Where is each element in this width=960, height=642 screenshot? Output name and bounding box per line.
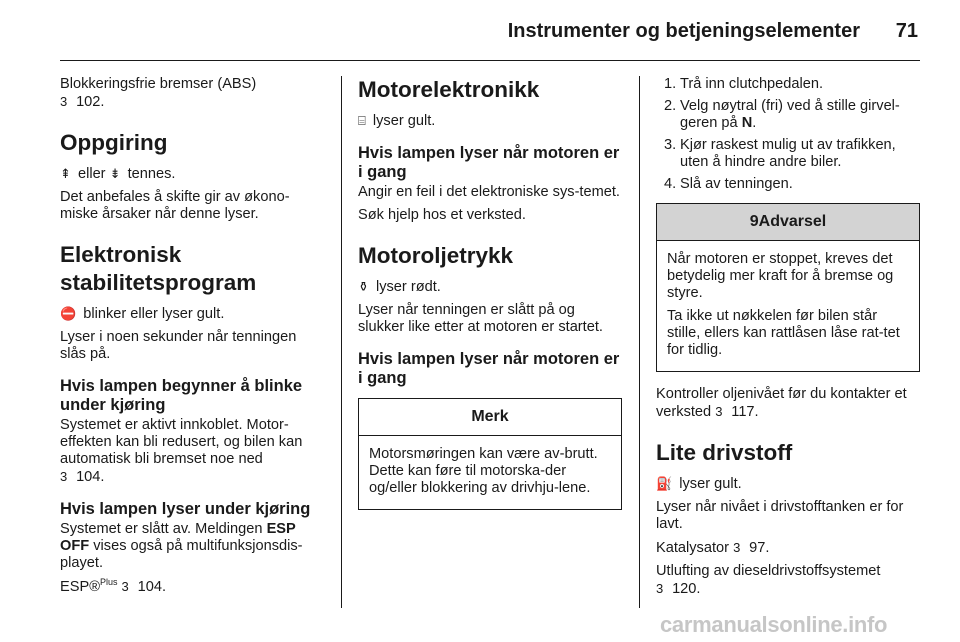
- engine-heading: Motorelektronikk: [358, 77, 540, 102]
- column-divider: [639, 76, 640, 608]
- page-ref-icon: 3: [656, 581, 664, 596]
- warning-header: [657, 204, 919, 241]
- page-ref-icon: 3: [733, 540, 741, 555]
- fuel-indicator-line: ⛽ lyser gult.: [656, 476, 742, 492]
- list-item: 3. Kjør raskest mulig ut av trafikken, uten å hindre andre biler.: [664, 137, 896, 170]
- oil-indicator-line: ⚱ lyser rødt.: [358, 279, 441, 295]
- engine-running-text: Angir en feil i det elektroniske sys-temet.: [358, 184, 620, 200]
- page-ref-icon: 3: [121, 579, 129, 594]
- neutral-label: N: [741, 115, 753, 131]
- shift-up-icon: ⇞: [60, 166, 71, 181]
- shift-text: Det anbefales å skifte gir av økono-miske årsaker når denne lyser.: [60, 189, 290, 222]
- diesel-page-ref[interactable]: 120.: [672, 581, 701, 597]
- esp-heading: Elektronisk stabilitetsprogram: [60, 242, 257, 295]
- page-ref-icon: 3: [60, 94, 68, 109]
- engine-indicator-line: ⌸ lyser gult.: [358, 113, 436, 129]
- lit-text: Systemet er slått av. Meldingen ESP OFF vises også på multifunksjonsdis-playet.: [60, 521, 303, 571]
- watermark: carmanualsonline.info: [660, 612, 888, 637]
- column-left: [60, 76, 326, 602]
- list-item: 1. Trå inn clutchpedalen.: [664, 76, 824, 92]
- blink-text: Systemet er aktivt innkoblet. Motor-effekten kan bli redusert, og bilen kan automatisk bli bremset noe ned 3 104.: [60, 417, 303, 485]
- oil-check-text: Kontroller oljenivået før du kontakter et verksted 3 117.: [656, 386, 907, 420]
- blink-page-ref[interactable]: 104.: [76, 469, 105, 485]
- shift-indicator-line: ⇞ eller ⇟ tennes.: [60, 166, 176, 182]
- engine-icon: ⌸: [358, 113, 366, 128]
- esp-off-label: ESP OFF: [60, 521, 296, 554]
- header-title: Instrumenter og betjeningselementer: [507, 20, 860, 42]
- diesel-line: Utlufting av dieseldrivstoffsystemet 3 120.: [656, 563, 881, 597]
- shift-down-icon: ⇟: [109, 166, 121, 181]
- column-divider: [341, 76, 342, 608]
- esp-plus-line: ESP®$^{Plus}$ 3 104.: [60, 577, 167, 595]
- oil-running-heading: Hvis lampen lyser når motoren er i gang: [358, 350, 620, 387]
- oil-pressure-heading: Motoroljetrykk: [358, 243, 514, 268]
- oil-can-icon: ⚱: [358, 279, 369, 294]
- fuel-text: Lyser når nivået i drivstofftanken er for lavt.: [656, 499, 904, 532]
- abs-page-ref[interactable]: 102.: [76, 94, 105, 110]
- warning-title: Advarsel: [758, 213, 827, 230]
- engine-running-heading: Hvis lampen lyser når motoren er i gang: [358, 144, 620, 181]
- list-item: 2. Velg nøytral (fri) ved å stille girvel-geren på N.: [664, 98, 900, 131]
- fuel-heading: Lite drivstoff: [656, 440, 793, 465]
- warning-box: [656, 203, 920, 372]
- fuel-pump-icon: ⛽: [656, 476, 673, 491]
- oil-check-page-ref[interactable]: 117.: [731, 404, 759, 420]
- warning-icon: 9: [749, 213, 759, 230]
- esp-indicator-line: ⛔ blinker eller lyser gult.: [60, 306, 225, 322]
- page-ref-icon: 3: [715, 404, 723, 419]
- shift-heading: Oppgiring: [60, 130, 168, 155]
- oil-text: Lyser når tenningen er slått på og slukker like etter at motoren er startet.: [358, 302, 603, 335]
- engine-help-text: Søk hjelp hos et verksted.: [358, 207, 526, 223]
- warning-text-2: Ta ikke ut nøkkelen før bilen står stille, ellers kan rattlåsen låse rat-tet for tidlig.: [667, 308, 900, 358]
- column-middle: [358, 76, 622, 510]
- abs-paragraph: Blokkeringsfrie bremser (ABS) 3 102.: [60, 76, 257, 110]
- lit-heading: Hvis lampen lyser under kjøring: [60, 500, 311, 518]
- esp-icon: ⛔: [60, 306, 77, 321]
- note-text: Motorsmøringen kan være av-brutt. Dette kan føre til motorska-der og/eller blokkering av drivhju-lene.: [369, 446, 598, 496]
- note-box: [358, 398, 622, 510]
- catalyst-line: Katalysator 3 97.: [656, 540, 770, 556]
- catalyst-page-ref[interactable]: 97.: [749, 540, 770, 556]
- page-number: 71: [895, 20, 918, 42]
- warning-text-1: Når motoren er stoppet, kreves det betydelig mer kraft for å bremse og styre.: [667, 251, 894, 301]
- esp-text: Lyser i noen sekunder når tenningen slås på.: [60, 329, 297, 362]
- warning-body: [657, 241, 919, 371]
- column-right: [656, 76, 920, 604]
- note-title: Merk: [359, 399, 621, 436]
- blink-heading: Hvis lampen begynner å blinke under kjøring: [60, 377, 303, 414]
- header-rule: [60, 60, 920, 61]
- page-ref-icon: 3: [60, 469, 68, 484]
- esp-plus-page-ref[interactable]: 104.: [137, 579, 167, 595]
- steps-list: [656, 76, 920, 193]
- note-body: [359, 436, 621, 509]
- list-item: 4. Slå av tenningen.: [664, 176, 793, 192]
